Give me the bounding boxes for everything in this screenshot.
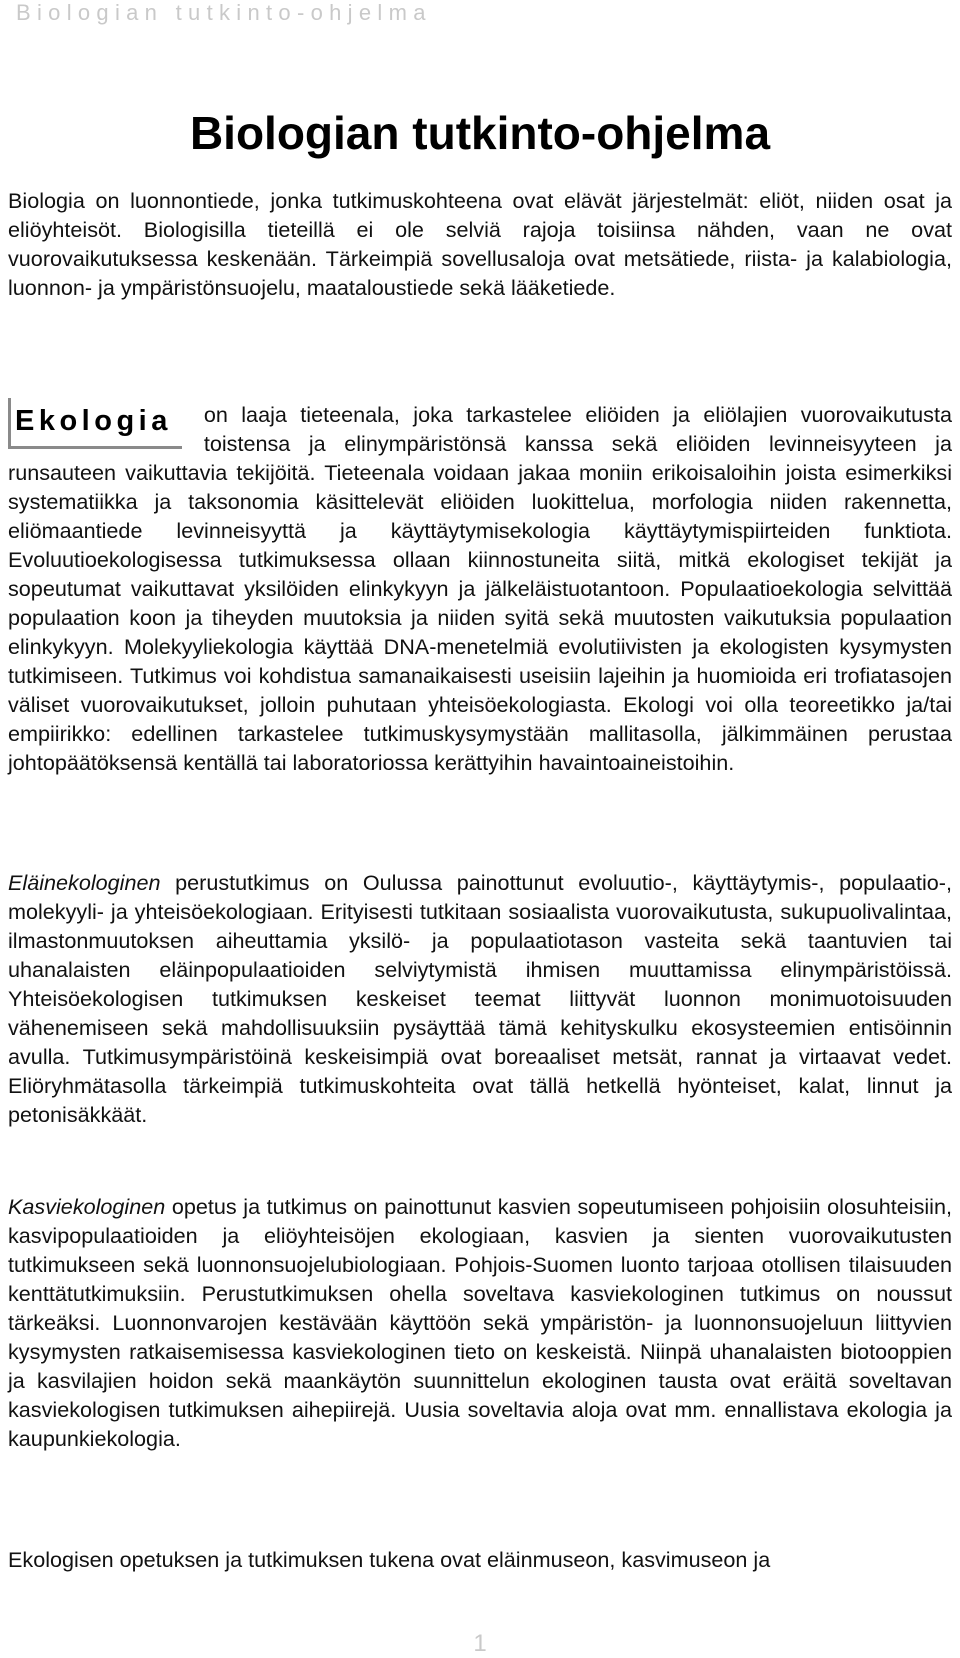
- elainekologia-text: perustutkimus on Oulussa painottunut evoluutio-, käyttäytymis-, populaatio-, molekyyli- ja yhteisöekologiaan. Erityisesti tutkitaan sosiaalista vuorovaikutusta, sukupuolivalintaa, ilmastonmuutoksen aiheuttamia yksilö- ja populaatiotason vasteita sekä taantuvien tai uhanalaisten eläinpopulaatioiden selviytymistä ihmisen muuttamissa elinympäristöissä. Yhteisöekologisen tutkimuksen keskeiset teemat liittyvät luonnon monimuotoisuuden vähenemiseen sekä mahdollisuuksiin pysäyttää tämä kehityskulku ekosysteemien entisöinnin avulla. Tutkimusympäristöinä keskeisimpiä ovat boreaaliset metsät, rannat ja virtaavat vedet. Eliöryhmätasolla tärkeimpiä tutkimuskohteita ovat tällä hetkellä hyönteiset, kalat, linnut ja petonisäkkäät.: [8, 870, 952, 1127]
- kasviekologia-paragraph: [8, 1192, 952, 1453]
- kasviekologia-text: opetus ja tutkimus on painottunut kasvien sopeutumiseen pohjoisiin olosuhteisiin, kasvipopulaatioiden ja eliöyhteisöjen ekologiaan, kasvien ja sienten vuorovaikutusten tutkimukseen sekä luonnonsuojelubiologiaan. Pohjois-Suomen luonto tarjoaa otollisen tilaisuuden kenttätutkimuksiin. Perustutkimuksen ohella soveltava kasviekologinen tutkimus on noussut tärkeäksi. Luonnonvarojen kestävään käyttöön sekä ympäristön- ja luonnonsuojeluun liittyvien kysymysten ratkaisemisessa kasviekologinen tieto on keskeistä. Niinpä uhanalaisten biotooppien ja kasvilajien hoidon sekä maankäytön suunnittelun ekologinen tausta ovat eräitä soveltavan kasviekologisen tutkimuksen aihepiirejä. Uusia soveltavia aloja ovat mm. ennallistava ekologia ja kaupunkiekologia.: [8, 1194, 952, 1451]
- running-header: Biologian tutkinto-ohjelma: [16, 0, 432, 25]
- kasviekologia-term: Kasviekologinen: [8, 1194, 166, 1219]
- elainekologia-paragraph: [8, 868, 952, 1129]
- intro-paragraph: Biologia on luonnontiede, jonka tutkimuskohteena ovat elävät järjestelmät: eliöt, niiden osat ja eliöyhteisöt. Biologisilla tieteillä ei ole selviä rajoja toisiinsa nähden, vaan ne ovat vuorovaikutuksessa keskenään. Tärkeimpiä sovellusaloja ovat metsätiede, riista- ja kalabiologia, luonnon- ja ympäristönsuojelu, maataloustiede sekä lääketiede.: [8, 188, 952, 300]
- ekologia-dropcap: Ekologia: [8, 398, 182, 449]
- page-number: 1: [473, 1630, 487, 1657]
- page-title: Biologian tutkinto-ohjelma: [189, 107, 771, 159]
- ekologia-paragraph: [8, 400, 952, 777]
- ekologia-text: on laaja tieteenala, joka tarkastelee eliöiden ja eliölajien vuorovaikutusta toistensa ja elinympäristönsä kanssa sekä eliöiden levinneisyyteen ja runsauteen vaikuttavia tekijöitä. Tieteenala voidaan jakaa moniin erikoisaloihin joista esimerkiksi systematiikka ja taksonomia käsittelevät eliöiden luokittelua, morfologia niiden rakennetta, eliömaantiede levinneisyyttä ja käyttäytymisekologia käyttäytymispiirteiden funktiota. Evoluutioekologisessa tutkimuksessa ollaan kiinnostuneita siitä, mitkä ekologiset tekijät ja sopeutumat vaikuttavat yksilöiden elinkykyyn ja jälkeläistuotantoon. Populaatioekologia selvittää populaation koon ja tiheyden muutoksia ja niiden syitä sekä muutosten vaikutuksia populaation elinkykyyn. Molekyyliekologia käyttää DNA-menetelmiä evolutiivisten ja ekologisten kysymysten tutkimiseen. Tutkimus voi kohdistua samanaikaisesti useisiin lajeihin ja huomioida eri trofiatasojen väliset vuorovaikutukset, jolloin puhutaan yhteisöekologiasta. Ekologi voi olla teoreetikko ja/tai empiirikko: edellinen tarkastelee tutkimuskysymystään mallitasolla, jälkimmäinen perustaa johtopäätöksensä kentällä tai laboratoriossa kerättyihin havaintoaineistoihin.: [8, 402, 952, 775]
- last-paragraph: Ekologisen opetuksen ja tutkimuksen tukena ovat eläinmuseon, kasvimuseon ja: [8, 1547, 771, 1572]
- elainekologia-term: Eläinekologinen: [8, 870, 161, 895]
